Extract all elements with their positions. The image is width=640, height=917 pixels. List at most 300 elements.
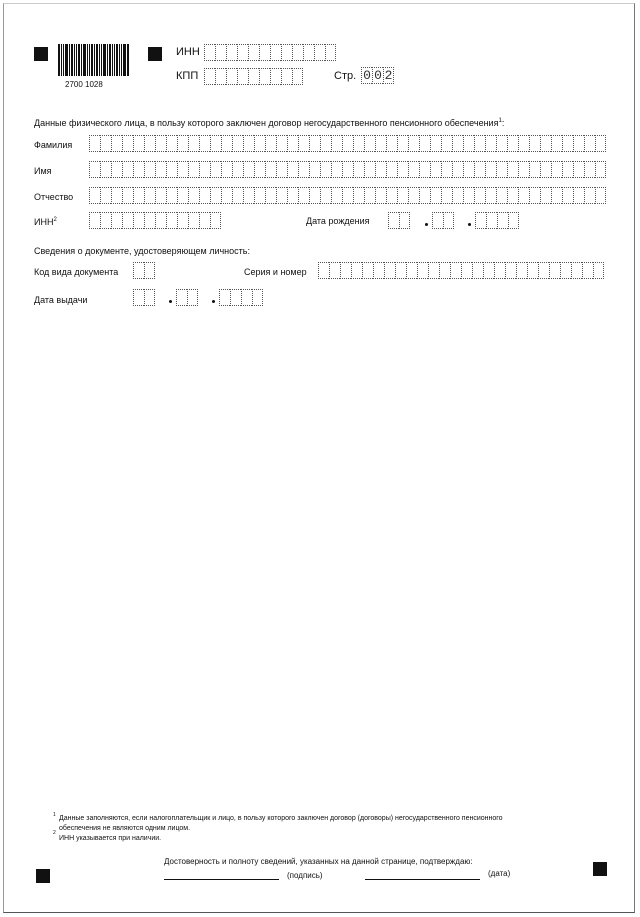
input-cell[interactable] [430, 161, 441, 178]
input-cell[interactable] [281, 68, 292, 85]
input-cell[interactable] [199, 161, 210, 178]
barcode-bar [74, 44, 75, 76]
input-cell[interactable] [406, 262, 417, 279]
input-cell[interactable] [188, 135, 199, 152]
input-cell[interactable] [505, 262, 516, 279]
input-cell[interactable] [133, 187, 144, 204]
input-cell[interactable] [485, 135, 496, 152]
input-cell[interactable] [155, 187, 166, 204]
input-cell[interactable] [474, 161, 485, 178]
input-cell[interactable] [89, 161, 100, 178]
birthdate-label: Дата рождения [306, 216, 370, 226]
footnote-2-line: ИНН указывается при наличии. [59, 835, 162, 842]
input-cell[interactable] [221, 161, 232, 178]
name-field[interactable] [89, 161, 606, 178]
input-cell[interactable] [325, 44, 336, 61]
input-cell[interactable] [241, 289, 252, 306]
input-cell[interactable] [276, 187, 287, 204]
input-cell[interactable] [100, 135, 111, 152]
input-cell[interactable] [320, 187, 331, 204]
header-kpp-label: КПП [176, 70, 199, 82]
input-cell[interactable] [551, 161, 562, 178]
issue-date-separator-2 [212, 300, 215, 303]
header-inn-label: ИНН [176, 46, 200, 58]
input-cell[interactable] [221, 135, 232, 152]
input-cell[interactable] [497, 212, 508, 229]
input-cell[interactable] [331, 161, 342, 178]
input-cell[interactable] [309, 187, 320, 204]
input-cell[interactable] [571, 262, 582, 279]
input-cell[interactable] [463, 187, 474, 204]
input-cell[interactable] [210, 187, 221, 204]
input-cell[interactable] [215, 68, 226, 85]
input-cell[interactable] [314, 44, 325, 61]
patronymic-label: Отчество [34, 192, 74, 202]
input-cell[interactable] [144, 187, 155, 204]
input-cell[interactable] [177, 212, 188, 229]
input-cell[interactable] [287, 161, 298, 178]
page-digit-2: 0 [372, 67, 383, 84]
input-cell[interactable] [144, 289, 155, 306]
birthdate-separator-2 [468, 223, 471, 226]
input-cell[interactable] [508, 212, 519, 229]
input-cell[interactable] [89, 187, 100, 204]
footnote-2-number: 2 [53, 830, 56, 836]
input-cell[interactable] [199, 187, 210, 204]
input-cell[interactable] [226, 68, 237, 85]
corner-marker-bottom-right [593, 862, 607, 876]
input-cell[interactable] [232, 161, 243, 178]
page-number-label: Стр. [334, 70, 357, 82]
input-cell[interactable] [210, 161, 221, 178]
input-cell[interactable] [595, 187, 606, 204]
birthdate-month-field[interactable] [432, 212, 454, 229]
input-cell[interactable] [494, 262, 505, 279]
doc-code-field[interactable] [133, 262, 155, 279]
input-cell[interactable] [89, 135, 100, 152]
input-cell[interactable] [254, 135, 265, 152]
input-cell[interactable] [419, 187, 430, 204]
input-cell[interactable] [399, 212, 410, 229]
input-cell[interactable] [144, 262, 155, 279]
input-cell[interactable] [353, 161, 364, 178]
input-cell[interactable] [472, 262, 483, 279]
barcode-bar [58, 44, 60, 76]
person-inn-label [34, 217, 57, 228]
input-cell[interactable] [276, 161, 287, 178]
input-cell[interactable] [204, 68, 215, 85]
input-cell[interactable] [551, 187, 562, 204]
input-cell[interactable] [215, 44, 226, 61]
series-number-label: Серия и номер [244, 267, 307, 277]
barcode-bar [83, 44, 86, 76]
input-cell[interactable] [298, 161, 309, 178]
input-cell[interactable] [474, 187, 485, 204]
input-cell[interactable] [204, 44, 215, 61]
input-cell[interactable] [329, 262, 340, 279]
input-cell[interactable] [292, 44, 303, 61]
input-cell[interactable] [373, 262, 384, 279]
input-cell[interactable] [452, 161, 463, 178]
input-cell[interactable] [155, 135, 166, 152]
input-cell[interactable] [133, 212, 144, 229]
barcode-bar [71, 44, 73, 76]
input-cell[interactable] [384, 262, 395, 279]
input-cell[interactable] [199, 135, 210, 152]
confirmation-text: Достоверность и полноту сведений, указанных на данной странице, подтверждаю: [164, 857, 473, 866]
input-cell[interactable] [562, 161, 573, 178]
input-cell[interactable] [518, 135, 529, 152]
input-cell[interactable] [475, 212, 486, 229]
input-cell[interactable] [270, 68, 281, 85]
input-cell[interactable] [318, 262, 329, 279]
input-cell[interactable] [573, 161, 584, 178]
person-section-title-text: Данные физического лица, в пользу которого заключен договор негосударственного пенсионного обеспечения [34, 118, 499, 128]
input-cell[interactable] [417, 262, 428, 279]
input-cell[interactable] [573, 135, 584, 152]
birthdate-year-field[interactable] [475, 212, 519, 229]
input-cell[interactable] [540, 135, 551, 152]
input-cell[interactable] [219, 289, 230, 306]
input-cell[interactable] [122, 161, 133, 178]
issue-date-month-field[interactable] [176, 289, 198, 306]
corner-marker-bottom-left [36, 869, 50, 883]
barcode-bar [61, 44, 62, 76]
input-cell[interactable] [111, 187, 122, 204]
input-cell[interactable] [408, 187, 419, 204]
input-cell[interactable] [518, 187, 529, 204]
input-cell[interactable] [540, 161, 551, 178]
issue-date-separator-1 [169, 300, 172, 303]
input-cell[interactable] [364, 187, 375, 204]
footnote-1-line-1: Данные заполняются, если налогоплательщик и лицо, в пользу которого заключен договор (договоры) негосударственного пенсионного [59, 815, 503, 822]
barcode-bar [63, 44, 64, 76]
input-cell[interactable] [188, 187, 199, 204]
input-cell[interactable] [540, 187, 551, 204]
barcode-bar [69, 44, 70, 76]
patronymic-field[interactable] [89, 187, 606, 204]
input-cell[interactable] [518, 161, 529, 178]
input-cell[interactable] [386, 135, 397, 152]
input-cell[interactable] [551, 135, 562, 152]
input-cell[interactable] [188, 212, 199, 229]
input-cell[interactable] [529, 161, 540, 178]
name-label: Имя [34, 166, 52, 176]
input-cell[interactable] [232, 135, 243, 152]
input-cell[interactable] [265, 135, 276, 152]
input-cell[interactable] [133, 161, 144, 178]
input-cell[interactable] [388, 212, 399, 229]
date-line[interactable] [365, 879, 480, 880]
input-cell[interactable] [463, 135, 474, 152]
input-cell[interactable] [397, 135, 408, 152]
input-cell[interactable] [177, 161, 188, 178]
input-cell[interactable] [408, 161, 419, 178]
surname-field[interactable] [89, 135, 606, 152]
input-cell[interactable] [259, 68, 270, 85]
person-inn-label-text: ИНН [34, 217, 54, 227]
input-cell[interactable] [507, 161, 518, 178]
input-cell[interactable] [496, 135, 507, 152]
input-cell[interactable] [111, 161, 122, 178]
input-cell[interactable] [177, 135, 188, 152]
page-digit-3: 2 [384, 68, 393, 83]
barcode-bar [121, 44, 122, 76]
input-cell[interactable] [463, 161, 474, 178]
input-cell[interactable] [450, 262, 461, 279]
input-cell[interactable] [584, 135, 595, 152]
input-cell[interactable] [562, 187, 573, 204]
barcode-bar [65, 44, 68, 76]
input-cell[interactable] [375, 135, 386, 152]
input-cell[interactable] [342, 161, 353, 178]
barcode-number: 2700 1028 [65, 80, 103, 89]
corner-marker-top-mid [148, 47, 162, 61]
input-cell[interactable] [100, 212, 111, 229]
input-cell[interactable] [430, 135, 441, 152]
input-cell[interactable] [292, 68, 303, 85]
input-cell[interactable] [452, 135, 463, 152]
input-cell[interactable] [188, 161, 199, 178]
barcode-bar [78, 44, 80, 76]
input-cell[interactable] [516, 262, 527, 279]
input-cell[interactable] [593, 262, 604, 279]
input-cell[interactable] [375, 187, 386, 204]
signature-caption: (подпись) [287, 871, 323, 880]
input-cell[interactable] [144, 212, 155, 229]
input-cell[interactable] [527, 262, 538, 279]
input-cell[interactable] [386, 161, 397, 178]
barcode [58, 44, 130, 76]
input-cell[interactable] [538, 262, 549, 279]
input-cell[interactable] [270, 44, 281, 61]
document-section-title: Сведения о документе, удостоверяющем личность: [34, 246, 250, 256]
footnote-1-number: 1 [53, 812, 56, 818]
person-section-title [34, 118, 504, 129]
input-cell[interactable] [439, 262, 450, 279]
input-cell[interactable] [562, 135, 573, 152]
barcode-bar [89, 44, 90, 76]
birthdate-separator-1 [425, 223, 428, 226]
barcode-bar [127, 44, 129, 76]
corner-marker-top-left [34, 47, 48, 61]
input-cell[interactable] [232, 187, 243, 204]
input-cell[interactable] [408, 135, 419, 152]
input-cell[interactable] [133, 289, 144, 306]
input-cell[interactable] [496, 161, 507, 178]
series-number-field[interactable] [318, 262, 604, 279]
input-cell[interactable] [342, 135, 353, 152]
input-cell[interactable] [265, 161, 276, 178]
footnote-1-line-2: обеспечения не являются одним лицом. [59, 825, 191, 832]
input-cell[interactable] [584, 161, 595, 178]
input-cell[interactable] [303, 44, 314, 61]
input-cell[interactable] [144, 161, 155, 178]
input-cell[interactable] [122, 212, 133, 229]
barcode-bar [123, 44, 126, 76]
input-cell[interactable] [529, 187, 540, 204]
input-cell[interactable] [507, 187, 518, 204]
input-cell[interactable] [397, 187, 408, 204]
input-cell[interactable] [595, 135, 606, 152]
input-cell[interactable] [122, 187, 133, 204]
input-cell[interactable] [248, 68, 259, 85]
input-cell[interactable] [342, 187, 353, 204]
input-cell[interactable] [298, 187, 309, 204]
person-inn-label-sup: 2 [53, 217, 57, 223]
input-cell[interactable] [441, 161, 452, 178]
barcode-bar [81, 44, 82, 76]
input-cell[interactable] [309, 135, 320, 152]
input-cell[interactable] [496, 187, 507, 204]
barcode-bar [116, 44, 118, 76]
input-cell[interactable] [395, 262, 406, 279]
barcode-bar [87, 44, 88, 76]
input-cell[interactable] [243, 161, 254, 178]
input-cell[interactable] [375, 161, 386, 178]
input-cell[interactable] [287, 135, 298, 152]
barcode-bar [103, 44, 106, 76]
input-cell[interactable] [122, 135, 133, 152]
input-cell[interactable] [419, 161, 430, 178]
surname-label: Фамилия [34, 140, 73, 150]
input-cell[interactable] [485, 187, 496, 204]
input-cell[interactable] [362, 262, 373, 279]
input-cell[interactable] [155, 212, 166, 229]
barcode-bar [119, 44, 120, 76]
input-cell[interactable] [353, 135, 364, 152]
input-cell[interactable] [483, 262, 494, 279]
input-cell[interactable] [187, 289, 198, 306]
date-caption: (дата) [488, 869, 511, 878]
input-cell[interactable] [226, 44, 237, 61]
person-inn-field[interactable] [89, 212, 221, 229]
input-cell[interactable] [89, 212, 100, 229]
input-cell[interactable] [176, 289, 187, 306]
barcode-bar [96, 44, 98, 76]
doc-code-label: Код вида документа [34, 267, 119, 277]
input-cell[interactable] [573, 187, 584, 204]
input-cell[interactable] [166, 212, 177, 229]
input-cell[interactable] [443, 212, 454, 229]
issue-date-day-field[interactable] [133, 289, 155, 306]
input-cell[interactable] [474, 135, 485, 152]
input-cell[interactable] [230, 289, 241, 306]
input-cell[interactable] [252, 289, 263, 306]
input-cell[interactable] [595, 161, 606, 178]
input-cell[interactable] [320, 135, 331, 152]
input-cell[interactable] [248, 44, 259, 61]
input-cell[interactable] [265, 187, 276, 204]
barcode-bar [76, 44, 77, 76]
input-cell[interactable] [133, 135, 144, 152]
input-cell[interactable] [364, 161, 375, 178]
input-cell[interactable] [461, 262, 472, 279]
input-cell[interactable] [298, 135, 309, 152]
input-cell[interactable] [100, 187, 111, 204]
input-cell[interactable] [237, 44, 248, 61]
header-kpp-field[interactable] [204, 68, 303, 85]
input-cell[interactable] [155, 161, 166, 178]
input-cell[interactable] [259, 44, 270, 61]
input-cell[interactable] [331, 187, 342, 204]
signature-line[interactable] [164, 879, 279, 880]
input-cell[interactable] [584, 187, 595, 204]
person-section-title-end: : [501, 118, 505, 128]
input-cell[interactable] [111, 135, 122, 152]
input-cell[interactable] [331, 135, 342, 152]
input-cell[interactable] [221, 187, 232, 204]
input-cell[interactable] [177, 187, 188, 204]
input-cell[interactable] [529, 135, 540, 152]
input-cell[interactable] [199, 212, 210, 229]
input-cell[interactable] [441, 187, 452, 204]
input-cell[interactable] [485, 161, 496, 178]
input-cell[interactable] [419, 135, 430, 152]
page-number-field [361, 67, 394, 84]
input-cell[interactable] [397, 161, 408, 178]
input-cell[interactable] [340, 262, 351, 279]
person-section-title-sup: 1 [498, 118, 502, 124]
barcode-bar [109, 44, 111, 76]
input-cell[interactable] [353, 187, 364, 204]
input-cell[interactable] [100, 161, 111, 178]
barcode-bar [107, 44, 108, 76]
input-cell[interactable] [582, 262, 593, 279]
issue-date-label: Дата выдачи [34, 295, 88, 305]
input-cell[interactable] [287, 187, 298, 204]
header-inn-field[interactable] [204, 44, 336, 61]
input-cell[interactable] [452, 187, 463, 204]
input-cell[interactable] [166, 135, 177, 152]
page-digit-1: 0 [361, 67, 372, 84]
issue-date-year-field[interactable] [219, 289, 263, 306]
input-cell[interactable] [507, 135, 518, 152]
birthdate-day-field[interactable] [388, 212, 410, 229]
input-cell[interactable] [210, 135, 221, 152]
input-cell[interactable] [351, 262, 362, 279]
input-cell[interactable] [486, 212, 497, 229]
input-cell[interactable] [243, 187, 254, 204]
input-cell[interactable] [237, 68, 248, 85]
input-cell[interactable] [210, 212, 221, 229]
input-cell[interactable] [281, 44, 292, 61]
input-cell[interactable] [430, 187, 441, 204]
input-cell[interactable] [441, 135, 452, 152]
input-cell[interactable] [386, 187, 397, 204]
input-cell[interactable] [276, 135, 287, 152]
input-cell[interactable] [428, 262, 439, 279]
input-cell[interactable] [364, 135, 375, 152]
barcode-bar [101, 44, 102, 76]
input-cell[interactable] [166, 187, 177, 204]
barcode-bar [99, 44, 100, 76]
input-cell[interactable] [166, 161, 177, 178]
barcode-bar [91, 44, 93, 76]
input-cell[interactable] [254, 187, 265, 204]
input-cell[interactable] [549, 262, 560, 279]
barcode-bar [114, 44, 115, 76]
input-cell[interactable] [144, 135, 155, 152]
input-cell[interactable] [560, 262, 571, 279]
input-cell[interactable] [133, 262, 144, 279]
input-cell[interactable] [309, 161, 320, 178]
input-cell[interactable] [254, 161, 265, 178]
input-cell[interactable] [243, 135, 254, 152]
input-cell[interactable] [320, 161, 331, 178]
input-cell[interactable] [111, 212, 122, 229]
input-cell[interactable] [432, 212, 443, 229]
